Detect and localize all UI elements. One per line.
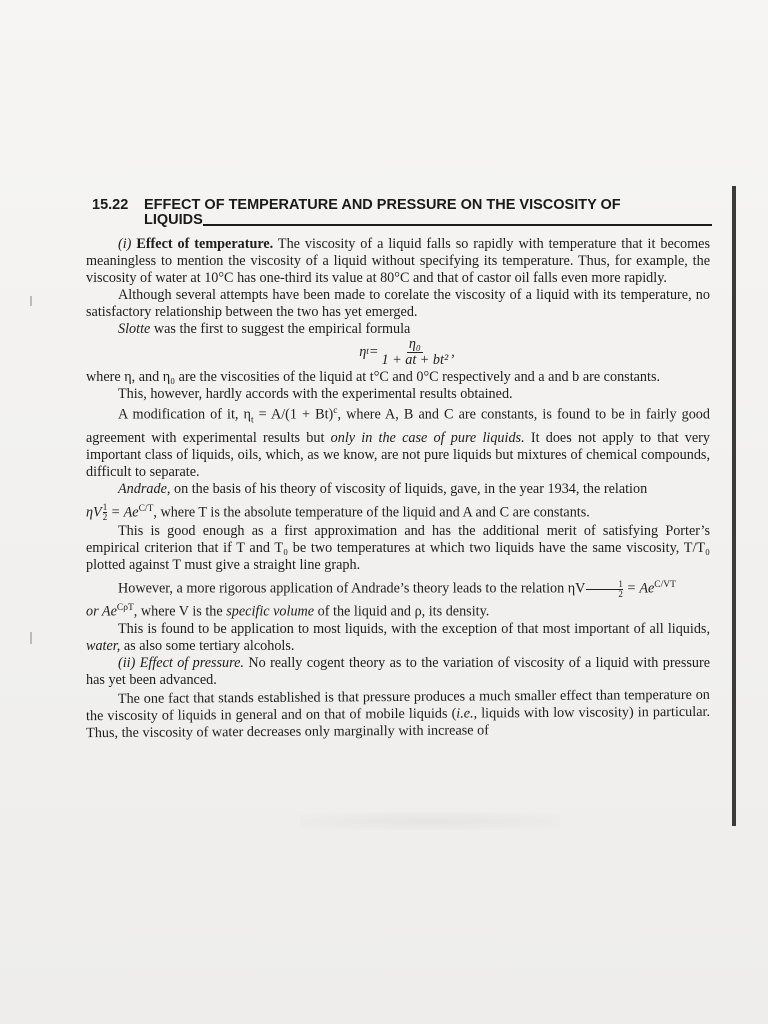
exponent-denominator: 2 (102, 512, 108, 523)
paragraph: Although several attempts have been made to corelate the viscosity of a liquid with its temperature, no satisfactory relationship between the two has yet emerged. (86, 287, 710, 320)
bold-term: Effect of temperature. (131, 236, 274, 252)
paragraph-text: This is found to be application to most liquids, with the exception of that most important of all liquids, (118, 620, 710, 637)
paragraph-text: , on the basis of his theory of viscosity of liquids, gave, in the year 1934, the relation (166, 480, 648, 497)
paragraph-temperature (86, 236, 710, 287)
paragraph-andrade (86, 481, 710, 498)
exponent-half (586, 580, 623, 599)
paragraph-text: It does not apply to that very important class of liquids, oils, which, as we know, are not pure liquids but mixtures of chemical compounds, difficult to separate. (86, 429, 710, 480)
paragraph-pressure (86, 655, 710, 689)
paragraph: This is good enough as a first approximation and has the additional merit of satisfying Porter’s empirical criterion that if T and T₀ be two temperatures at which two liquids have the same viscosity, T/T₀ plotted against T must give a straight line graph. (86, 523, 710, 574)
paragraph-text: No really cogent theory as to the variation of viscosity of a liquid with pressure has yet been advanced. (86, 654, 711, 688)
scan-smudge (300, 812, 560, 830)
body-text (86, 236, 710, 740)
superscript: C/T (138, 503, 154, 514)
paragraph-text: , where A, B and C are constants, is found to be in fairly good agreement with experimental results but (86, 406, 710, 446)
heading-underline (203, 224, 712, 226)
andrade-relation (86, 498, 710, 524)
paragraph-text: However, a more rigorous application of Andrade’s theory leads to the relation ηV (118, 581, 586, 598)
paragraph (86, 687, 710, 742)
paragraph-text: , where V is the (133, 603, 227, 620)
formula-text: or Ae (86, 603, 117, 620)
author-name: Andrade (118, 480, 167, 497)
superscript: CρT (116, 603, 134, 614)
formula-text: ηV (86, 504, 102, 521)
italic-text: water, (86, 637, 121, 654)
item-label: (i) (118, 236, 132, 252)
paragraph (86, 321, 710, 338)
paragraph: This, however, hardly accords with the experimental results obtained. (118, 386, 513, 402)
paragraph-text: The viscosity of a liquid falls so rapidly with temperature that it becomes meaningless to mention the viscosity of a liquid without specifying its temperature. Thus, for example, the viscosity of water at 10°C has one-third its value at 80°C and that of castor oil falls even more rapidly. (86, 236, 710, 286)
italic-term: Effect of pressure. (135, 654, 244, 671)
paragraph-rigorous-cont (86, 600, 710, 621)
italic-text: specific volume (226, 603, 315, 620)
subscript: t (250, 415, 254, 426)
formula-text: = Ae (107, 504, 139, 521)
paragraph-text: of the liquid and ρ, its density. (314, 603, 490, 620)
exponent-numerator: 1 (586, 580, 623, 590)
item-label: (ii) (118, 654, 136, 671)
italic-text: only in the case of pure liquids. (330, 429, 525, 446)
italic-text: i.e., (456, 705, 478, 722)
section-title-line1: EFFECT OF TEMPERATURE AND PRESSURE ON THE VISCOSITY OF (144, 197, 621, 213)
paragraph-text: was the first to suggest the empirical formula (150, 321, 411, 337)
paragraph-text: = A/(1 + Bt) (253, 406, 334, 423)
paragraph-text: liquids with low viscosity) in particular. Thus, the viscosity of water decreases only marginally with increase of (86, 703, 711, 741)
margin-mark (30, 296, 32, 306)
paragraph-rigorous (86, 574, 710, 600)
section-number: 15.22 (92, 197, 129, 213)
slotte-formula (86, 337, 710, 368)
paragraph-modification (86, 403, 710, 481)
formula-comma: , (451, 344, 455, 360)
paragraph-text: A modification of it, η (118, 406, 251, 423)
author-name: Slotte (118, 321, 151, 337)
section-heading (92, 198, 712, 228)
superscript: c (333, 406, 338, 416)
page-edge-rule (732, 186, 736, 826)
superscript: C/VT (654, 580, 676, 591)
exponent-denominator: 2 (618, 589, 623, 600)
paragraph-text: , where T is the absolute temperature of the liquid and A and C are constants. (153, 504, 590, 521)
formula-equals: = (368, 344, 379, 360)
margin-mark (30, 632, 32, 644)
paragraph (86, 621, 710, 655)
formula-fraction (381, 337, 448, 368)
fraction-numerator: η₀ (408, 336, 421, 352)
formula-symbol: η (359, 344, 367, 360)
formula-text: = Ae (622, 581, 655, 598)
paragraph-text: as also some tertiary alcohols. (120, 637, 295, 654)
exponent-numerator: 1 (102, 502, 108, 513)
section-title-line2: LIQUIDS (144, 212, 203, 228)
paragraph: where η, and η₀ are the viscosities of the liquid at t°C and 0°C respectively and a and b are constants. (86, 369, 661, 385)
formula-subscript: t (366, 347, 369, 357)
paragraph-text: The one fact that stands established is that pressure produces a much smaller effect than temperature on the viscosity of liquids in general and on that of mobile liquids ( (85, 686, 710, 724)
fraction-denominator: 1 + at + bt² (381, 352, 449, 368)
